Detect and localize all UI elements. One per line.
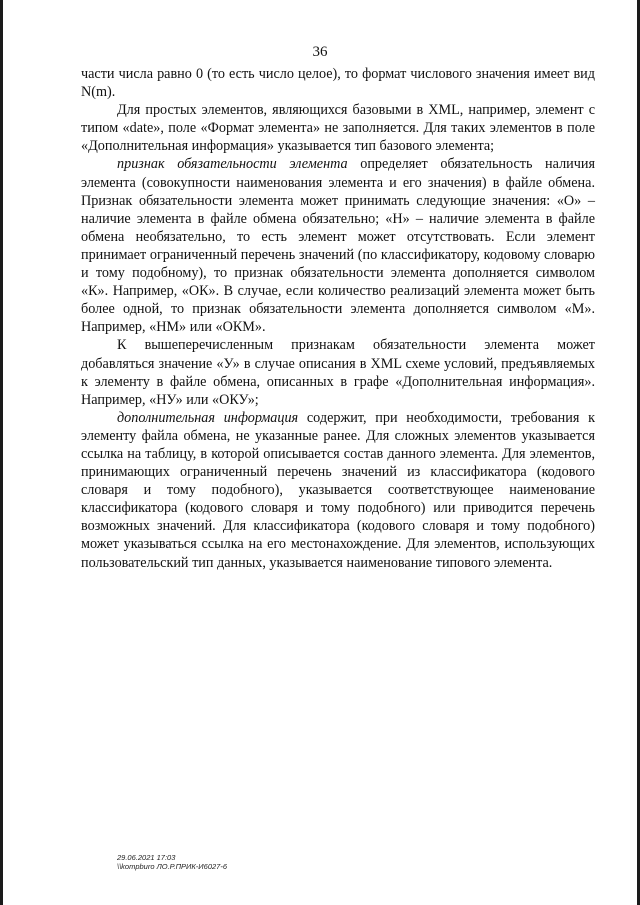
- page-number: 36: [312, 44, 328, 60]
- footer-stamp: [117, 853, 227, 871]
- paragraph-2-text: Для простых элементов, являющихся базовыми в XML, например, элемент с типом «date», поле «Формат элемента» не заполняется. Для таких элементов в поле «Дополнительная информация» указывается тип базового элемента;: [81, 102, 595, 155]
- body-text: [81, 65, 595, 572]
- paragraph-3: [81, 155, 595, 336]
- paragraph-4-text: К вышеперечисленным признакам обязательности элемента может добавляться значение «У» в случае описания в XML схеме условий, предъявляемых к элементу в файле обмена, описанных в графе «Дополнительная информация». Например, «НУ» или «ОКУ»;: [81, 337, 595, 408]
- paragraph-1: [81, 65, 595, 101]
- paragraph-4: [81, 336, 595, 408]
- paragraph-2: [81, 101, 595, 155]
- paragraph-5: [81, 409, 595, 572]
- paragraph-3-text: определяет обязательность наличия элемента (совокупности наименования элемента и его значения) в файле обмена. Признак обязательности элемента может принимать следующие значения: «О» – наличие элемента в файле обмена обязательно; «Н» – наличие элемента в файле обмена необязательно, то есть элемент может отсутствовать. Если элемент принимает ограниченный перечень значений (по классификатору, кодовому словарю и тому подобному), то признак обязательности элемента дополняется символом «К». Например, «ОК». В случае, если количество реализаций элемента может быть более одной, то признак обязательности элемента дополняется символом «М». Например, «НМ» или «ОКМ».: [81, 156, 595, 336]
- paragraph-1-text: части числа равно 0 (то есть число целое), то формат числового значения имеет вид N(m).: [81, 66, 595, 101]
- scan-edge-left: [0, 0, 3, 905]
- footer-datetime: 29.06.2021 17:03: [117, 853, 176, 862]
- term-additional-info: дополнительная информация: [117, 409, 299, 426]
- paragraph-5-text: содержит, при необходимости, требования к элементу файла обмена, не указанные ранее. Для сложных элементов указывается ссылка на таблицу, в которой описывается состав данного элемента. Для элементов, принимающих ограниченный перечень значений из классификатора (кодового словаря и тому подобного), указывается соответствующее наименование классификатора (кодового словаря и тому подобного) или приводится перечень возможных значений. Для классификатора (кодового словаря и тому подобного) может указываться ссылка на его местонахождение. Для элементов, использующих пользовательский тип данных, указывается наименование типового элемента.: [81, 409, 595, 571]
- term-mandatory-flag: признак обязательности элемента: [117, 156, 348, 173]
- footer-file-path: \\kompburo ЛО.Р.ПРИК-И6027-6: [117, 862, 228, 871]
